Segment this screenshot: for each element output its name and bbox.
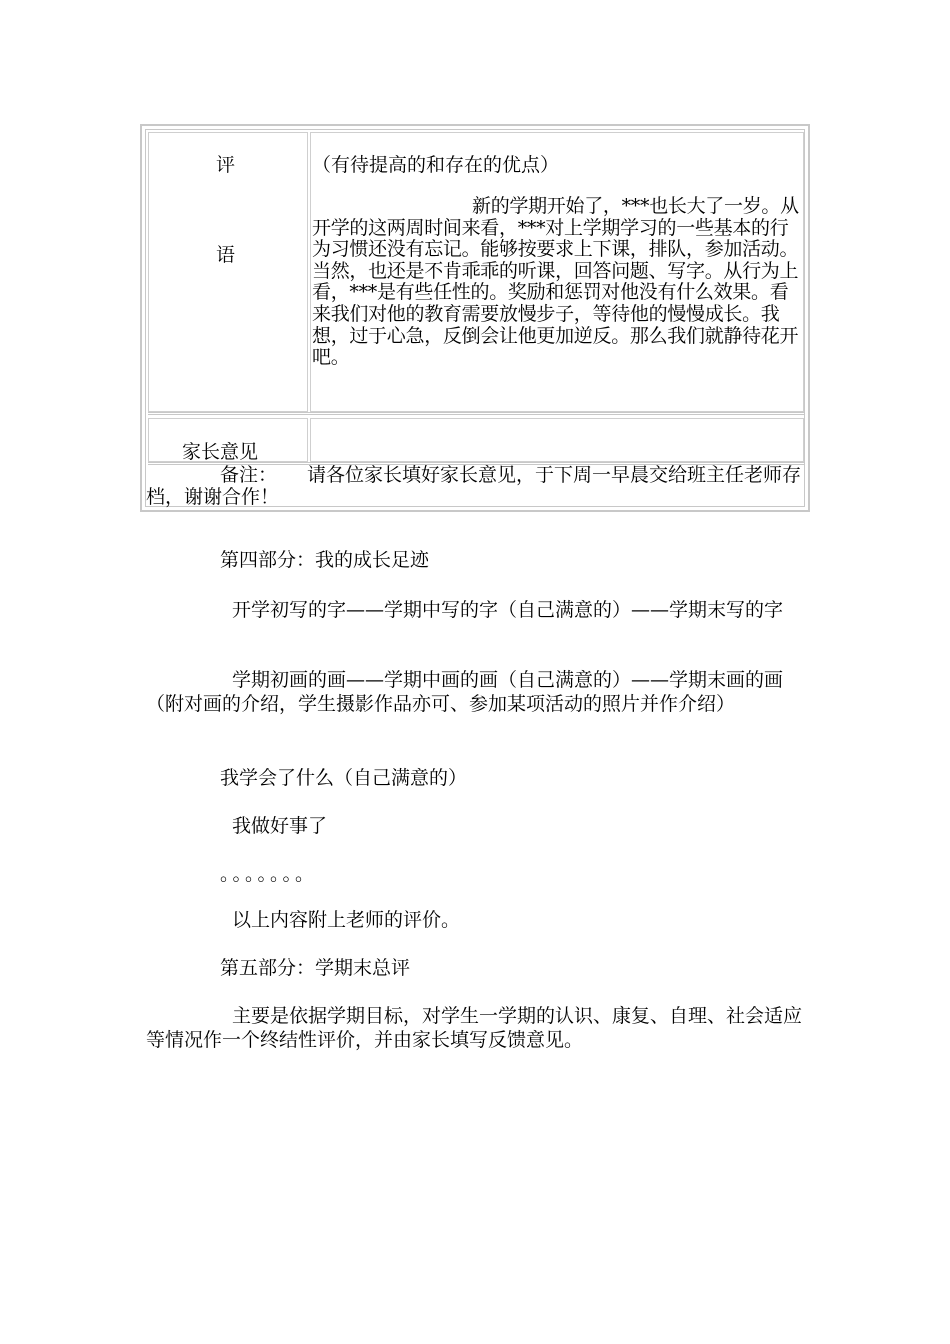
good-deeds-item: 我做好事了 <box>232 815 328 837</box>
summary-text: 主要是依据学期目标，对学生一学期的认识、康复、自理、社会适应等情况作一个终结性评价，并由家长填写反馈意见。 <box>146 1005 803 1051</box>
handwriting-item: 开学初写的字——学期中写的字（自己满意的）——学期末写的字 <box>232 599 784 621</box>
part4-title: 第四部分：我的成长足迹 <box>220 549 430 571</box>
evaluation-label-char-2: 语 <box>216 244 236 266</box>
note-text: 请各位家长填好家长意见，于下周一早晨交给班主任老师存档，谢谢合作！ <box>146 464 802 508</box>
drawing-item: 学期初画的画——学期中画的画（自己满意的）——学期末画的画（附对画的介绍，学生摄影作品亦可、参加某项活动的照片并作介绍） <box>146 669 784 715</box>
row-divider <box>148 412 804 415</box>
part5-title: 第五部分：学期末总评 <box>220 957 411 979</box>
table-note <box>146 464 808 508</box>
teacher-note: 以上内容附上老师的评价。 <box>232 909 461 931</box>
note-label: 备注： <box>220 464 278 486</box>
parent-opinion-label: 家长意见 <box>182 441 259 463</box>
evaluation-label-char-1: 评 <box>216 154 236 176</box>
evaluation-text: 新的学期开始了，***也长大了一岁。从开学的这两周时间来看，***对上学期学习的一些基本的行为习惯还没有忘记。能够按要求上下课，排队，参加活动。当然，也还是不肯乖乖的听课，回答问题、写字。从行为上看，***是有些任性的。奖励和惩罚对他没有什么效果。看来我们对他的教育需要放慢步子，等待他的慢慢成长。我想，过于心急，反倒会让他更加逆反。那么我们就静待花开吧。 <box>312 195 799 369</box>
parent-opinion-input-cell[interactable] <box>310 418 804 462</box>
evaluation-hint: （有待提高的和存在的优点） <box>312 154 560 176</box>
learned-item: 我学会了什么（自己满意的） <box>220 767 468 789</box>
ellipsis-dots: 。。。。。。。 <box>220 863 318 885</box>
